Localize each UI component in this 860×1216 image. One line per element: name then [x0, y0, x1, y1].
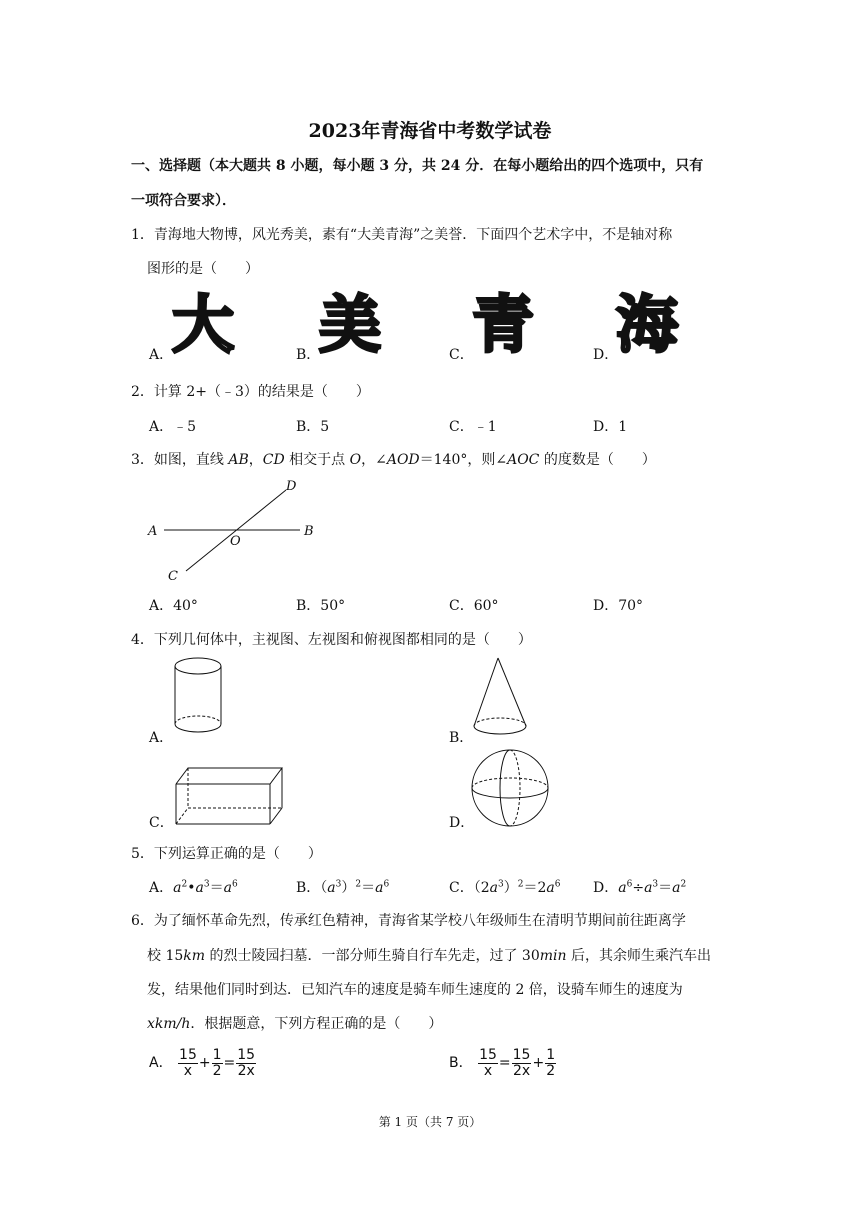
- q4-label-a: A．: [149, 730, 174, 746]
- q4-label-c: C．: [149, 815, 174, 831]
- q2-stem: 2．计算 2+（﹣3）的结果是（ ）: [131, 384, 370, 400]
- q3-option-c: C．60°: [449, 598, 499, 614]
- art-char-hai: 海: [616, 288, 679, 361]
- q2-option-b: B．5: [296, 419, 330, 435]
- q1-label-b: B．: [296, 347, 321, 363]
- page-title: 2023年青海省中考数学试卷: [308, 120, 552, 142]
- cylinder-icon: [170, 652, 230, 742]
- q1-stem-line2: 图形的是（ ）: [147, 261, 259, 277]
- art-char-qing: 青: [472, 288, 535, 361]
- q5-option-a: A．$a^2•a^3=a^6$: [149, 879, 238, 896]
- q6-stem-line2: 校 15km 的烈士陵园扫墓．一部分师生骑自行车先走，过了 30min 后，其余师生乘汽车出: [147, 948, 711, 964]
- q2-option-d: D．1: [593, 419, 628, 435]
- point-label-o: O: [230, 534, 241, 549]
- section-heading-line2: 一项符合要求）．: [131, 193, 236, 209]
- point-label-b: B: [304, 524, 314, 539]
- q5-option-c: C．$(2a^3)^2=2a^6$: [449, 879, 561, 896]
- q5-option-d: D．$a^6\div a^3=a^2$: [593, 879, 687, 896]
- q1-stem-line1: 1．青海地大物博，风光秀美，素有“大美青海”之美誉．下面四个艺术字中，不是轴对称: [131, 227, 673, 243]
- q3-option-a: A．40°: [149, 598, 198, 614]
- sphere-icon: [468, 746, 554, 830]
- q3-option-b: B．50°: [296, 598, 346, 614]
- q4-stem: 4．下列几何体中，主视图、左视图和俯视图都相同的是（ ）: [131, 632, 532, 648]
- q1-label-a: A．: [149, 347, 174, 363]
- q3-option-d: D．70°: [593, 598, 644, 614]
- point-label-c: C: [168, 569, 178, 584]
- q6-stem-line4: xkm/h．根据题意，下列方程正确的是（ ）: [147, 1016, 443, 1032]
- q1-label-c: C．: [449, 347, 474, 363]
- point-label-a: A: [148, 524, 158, 539]
- q5-option-b: B．$(a^3)^2=a^6$: [296, 879, 390, 896]
- q3-stem: 3．如图，直线 AB，CD 相交于点 O，∠AOD＝140°，则∠AOC 的度数是（ ）: [131, 452, 656, 468]
- q4-label-b: B．: [449, 730, 474, 746]
- cuboid-icon: [170, 762, 290, 828]
- cone-icon: [468, 652, 538, 742]
- art-char-da: 大: [172, 288, 235, 361]
- intersecting-lines-figure: [140, 476, 330, 588]
- q4-label-d: D．: [449, 815, 475, 831]
- q2-option-a: A．﹣5: [149, 419, 197, 435]
- q2-option-c: C．﹣1: [449, 419, 497, 435]
- q6-option-a: A． $\frac{15}{x}$ + $\frac{1}{2}$ = $\frac{15}{2x}$: [149, 1046, 256, 1079]
- art-char-mei: 美: [319, 288, 382, 361]
- section-heading-line1: 一、选择题（本大题共 8 小题，每小题 3 分，共 24 分．在每小题给出的四个选项中，只有: [131, 158, 704, 174]
- q1-label-d: D．: [593, 347, 619, 363]
- q6-stem-line3: 发，结果他们同时到达．已知汽车的速度是骑车师生速度的 2 倍，设骑车师生的速度为: [147, 982, 683, 998]
- page-footer: 第 1 页（共 7 页）: [378, 1115, 482, 1129]
- q6-option-b: B． $\frac{15}{x}$ = $\frac{15}{2x}$ + $\frac{1}{2}$: [449, 1046, 556, 1079]
- point-label-d: D: [286, 479, 297, 494]
- q5-stem: 5．下列运算正确的是（ ）: [131, 846, 322, 862]
- q6-stem-line1: 6．为了缅怀革命先烈，传承红色精神，青海省某学校八年级师生在清明节期间前往距离学: [131, 913, 686, 929]
